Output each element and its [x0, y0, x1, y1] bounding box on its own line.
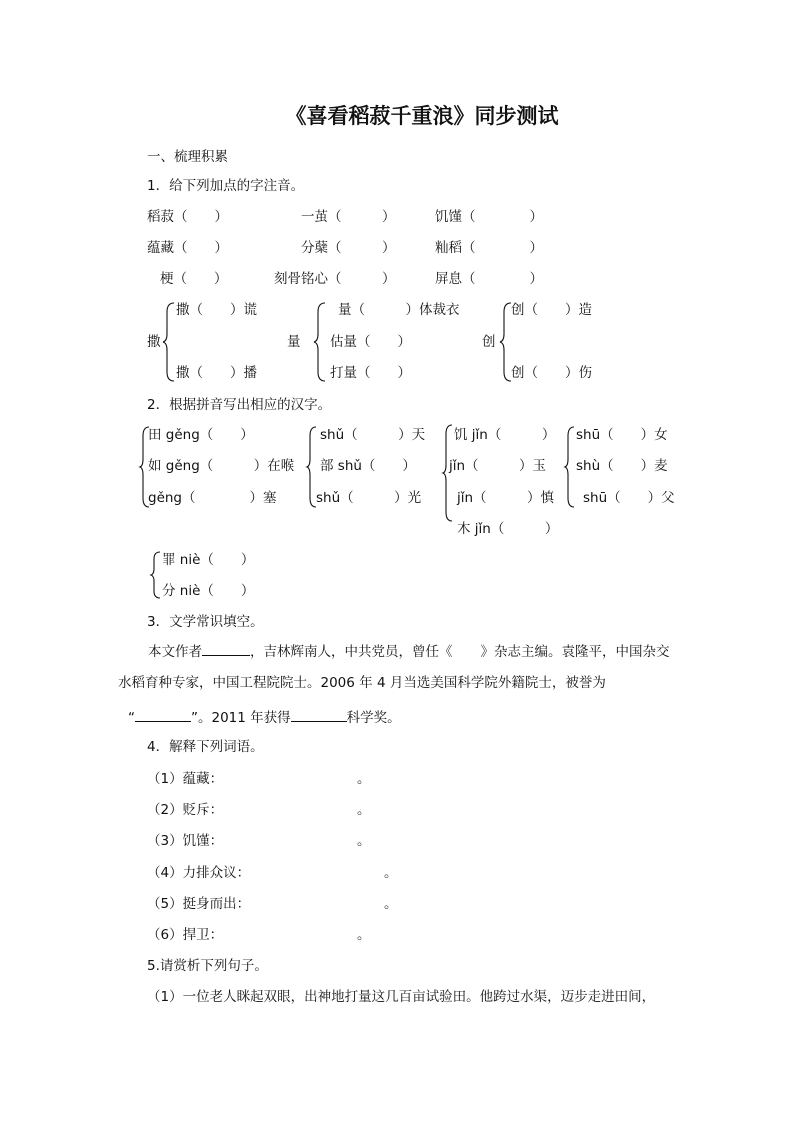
- q3-line: “ ”。2011 年获得 科学奖。: [128, 707, 401, 727]
- q4-item: （6）捍卫：: [147, 927, 224, 943]
- q2-item: 田 gěng（ ）: [148, 427, 254, 443]
- q2-item: jǐn（ ）玉: [449, 458, 547, 474]
- q3-heading: 3．文学常识填空。: [147, 614, 264, 630]
- q2-item: 饥 jǐn（ ）: [454, 427, 556, 443]
- answer-end-mark: 。: [357, 833, 371, 849]
- q2-item: 木 jǐn（ ）: [457, 521, 559, 537]
- q2-heading: 2．根据拼音写出相应的汉字。: [147, 397, 332, 413]
- q1-item: 刻骨铭心（ ）: [274, 271, 396, 287]
- answer-end-mark: 。: [384, 865, 398, 881]
- fill-blank[interactable]: [135, 707, 191, 722]
- q1-item: 蕴藏（ ）: [147, 240, 228, 256]
- brace: [313, 302, 327, 382]
- q2-item: jǐn（ ）慎: [457, 490, 555, 506]
- q2-item: shū（ ）父: [583, 490, 675, 506]
- answer-end-mark: 。: [384, 896, 398, 912]
- q1-item: 稻菽（ ）: [147, 209, 228, 225]
- answer-end-mark: 。: [357, 927, 371, 943]
- q1-item: 梗（ ）: [160, 271, 228, 287]
- section-heading: 一、梳理积累: [147, 149, 228, 165]
- polyphone-item: 撒（ ）播: [176, 365, 257, 381]
- q1-item: 分蘖（ ）: [301, 240, 396, 256]
- q1-item: 饥馑（ ）: [435, 209, 543, 225]
- polyphone-item: 估量（ ）: [330, 334, 411, 350]
- q4-item: （3）饥馑：: [147, 833, 224, 849]
- q4-item: （1）蕴藏：: [147, 771, 224, 787]
- q1-heading: 1．给下列加点的字注音。: [147, 178, 305, 194]
- polyphone-item: 创（ ）伤: [511, 365, 592, 381]
- brace: [564, 426, 576, 508]
- brace: [150, 551, 162, 599]
- q3-paragraph: 本文作者 ，吉林辉南人，中共党员，曾任《 》杂志主编。袁隆平，中国杂交水稻育种专家，中国工程院院士。2006 年 4 月当选美国科学院外籍院士，被誉为: [118, 637, 678, 699]
- answer-end-mark: 。: [357, 771, 371, 787]
- page-title: 《喜看稻菽千重浪》同步测试: [285, 103, 559, 128]
- q2-item: shū（ ）女: [576, 427, 668, 443]
- polyphone-item: 撒（ ）谎: [176, 302, 257, 318]
- q2-item: 如 gěng（ ）在喉: [148, 458, 295, 474]
- q2-item: 分 niè（ ）: [162, 583, 255, 599]
- polyphone-main-char: 量: [287, 334, 301, 350]
- q4-item: （4）力排众议：: [147, 865, 251, 881]
- brace: [162, 302, 176, 382]
- q1-item: 籼稻（ ）: [435, 240, 543, 256]
- polyphone-item: 打量（ ）: [330, 365, 411, 381]
- polyphone-main-char: 创: [482, 334, 496, 350]
- q1-item: 一茧（ ）: [301, 209, 396, 225]
- q2-item: shǔ（ ）光: [316, 490, 422, 506]
- q5-heading: 5.请赏析下列句子。: [147, 958, 268, 974]
- polyphone-main-char: 撒: [147, 334, 161, 350]
- q2-item: 罪 niè（ ）: [162, 552, 255, 568]
- q2-item: shù（ ）麦: [576, 458, 668, 474]
- q1-item: 屏息（ ）: [435, 271, 543, 287]
- q4-item: （5）挺身而出：: [147, 896, 251, 912]
- q4-item: （2）贬斥：: [147, 802, 224, 818]
- fill-blank[interactable]: [202, 641, 250, 656]
- polyphone-item: 创（ ）造: [511, 302, 592, 318]
- q2-item: 部 shǔ（ ）: [320, 458, 416, 474]
- q2-item: gěng（ ）塞: [148, 490, 277, 506]
- fill-blank[interactable]: [291, 707, 347, 722]
- q4-heading: 4．解释下列词语。: [147, 739, 264, 755]
- answer-end-mark: 。: [357, 802, 371, 818]
- q2-item: shǔ（ ）天: [320, 427, 426, 443]
- q5-sentence: （1）一位老人眯起双眼，出神地打量这几百亩试验田。他跨过水渠，迈步走进田间，: [147, 989, 656, 1005]
- polyphone-item: 量（ ）体裁衣: [338, 302, 460, 318]
